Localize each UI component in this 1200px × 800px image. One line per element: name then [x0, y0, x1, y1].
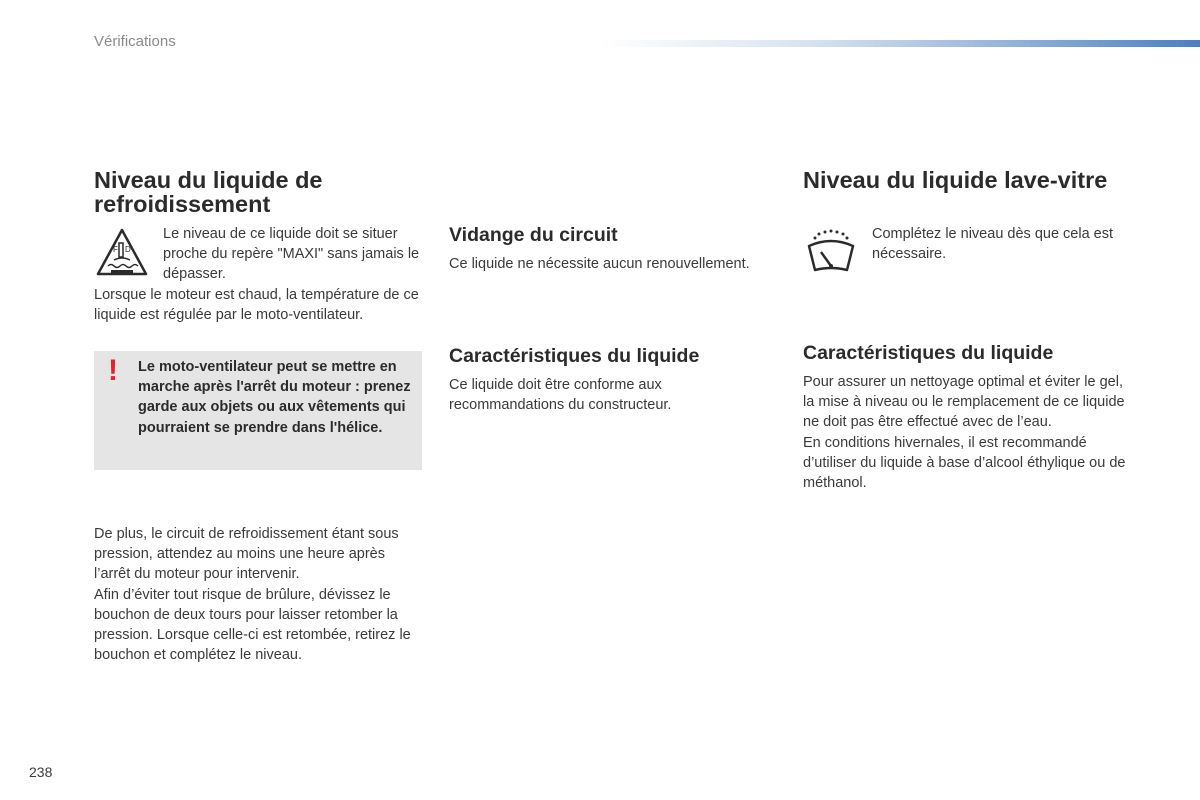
washer-intro-text: Complétez le niveau dès que cela est nécessaire. [872, 226, 1114, 263]
coolant-para-cap: Afin d’éviter tout risque de brûlure, dévissez le bouchon de deux tours pour laisser retomber la pression. Lorsque celle-ci est retombée, retirez le bouchon et complétez le niveau. [94, 586, 411, 664]
warning-text: Le moto-ventilateur peut se mettre en marche après l'arrêt du moteur : prenez garde aux objets ou aux vêtements qui pourraient se prendre dans l'hélice. [138, 359, 411, 436]
page-number: 238 [29, 764, 53, 780]
coolant-para-pressure: De plus, le circuit de refroidissement étant sous pression, attendez au moins une heure après l’arrêt du moteur pour intervenir. [94, 526, 399, 583]
coolant-intro-block [94, 224, 422, 285]
svg-text:D: D [125, 245, 131, 254]
washer-spec-title: Caractéristiques du liquide [803, 342, 1054, 364]
washer-title: Niveau du liquide lave-vitre [803, 167, 1108, 193]
washer-spec-text-1: Pour assurer un nettoyage optimal et éviter le gel, la mise à niveau ou le remplacement de ce liquide ne doit pas être effectué avec de l’eau. [803, 374, 1125, 431]
coolant-para-temperature: Lorsque le moteur est chaud, la température de ce liquide est régulée par le moto-ventilateur. [94, 286, 419, 323]
coolant-intro-text: Le niveau de ce liquide doit se situer proche du repère "MAXI" sans jamais le dépasser. [163, 226, 420, 283]
washer-spec-text-2: En conditions hivernales, il est recommandé d’utiliser du liquide à base d’alcool éthylique ou de méthanol. [803, 434, 1126, 492]
fluid-spec-text: Ce liquide doit être conforme aux recommandations du constructeur. [449, 377, 672, 414]
drain-text: Ce liquide ne nécessite aucun renouvellement. [449, 256, 750, 272]
washer-intro-block [803, 224, 1133, 284]
fluid-spec-title: Caractéristiques du liquide [449, 345, 700, 368]
section-label: Vérifications [94, 33, 176, 50]
warning-box [94, 351, 422, 470]
coolant-column [94, 168, 422, 665]
circuit-column [449, 224, 779, 416]
coolant-warning-icon [94, 226, 150, 282]
washer-fluid-icon [803, 226, 859, 282]
drain-title: Vidange du circuit [449, 224, 618, 246]
coolant-title: Niveau du liquide de refroidissement [94, 167, 323, 217]
svg-text:F: F [113, 245, 118, 254]
washer-column [803, 168, 1133, 493]
header-bar [600, 40, 1200, 47]
warning-icon: ! [108, 354, 118, 388]
